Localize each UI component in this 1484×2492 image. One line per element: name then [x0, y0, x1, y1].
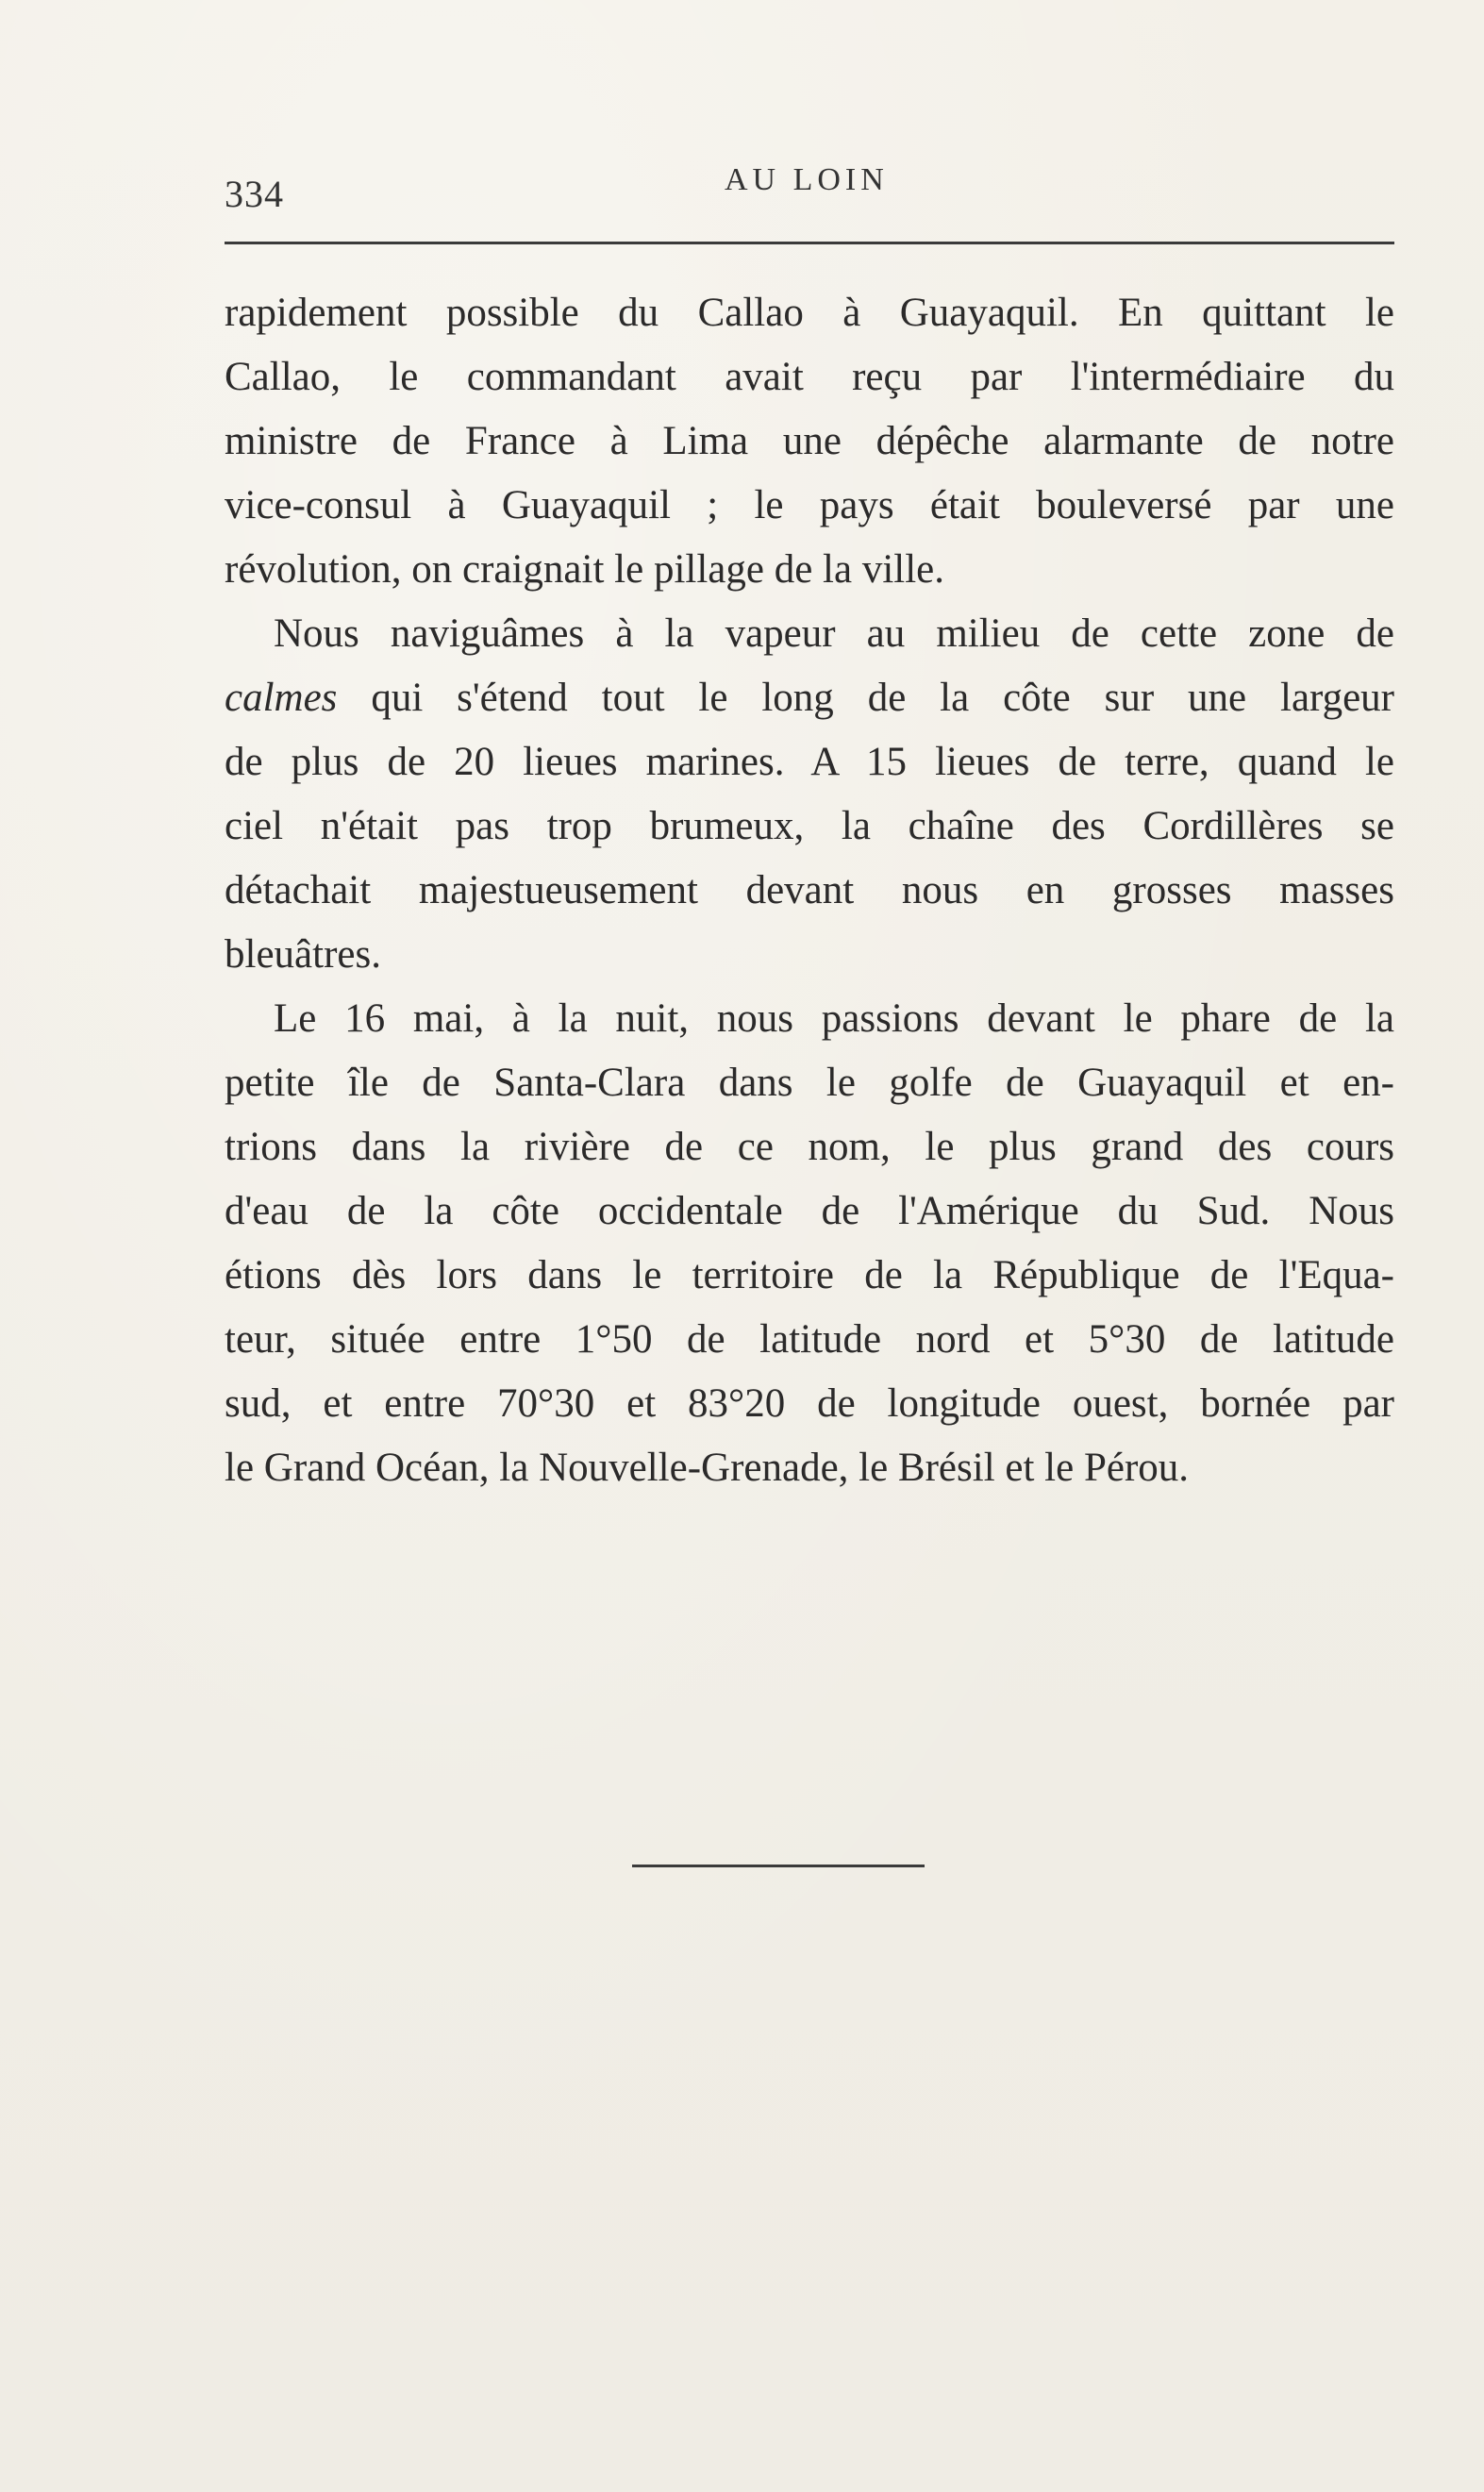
text-line: Le 16 mai, à la nuit, nous passions devant le phare de la — [274, 996, 1394, 1041]
body-text — [225, 281, 1394, 1500]
text-line-rest: qui s'étend tout le long de la côte sur une largeur — [371, 676, 1395, 720]
text-line: vice-consul à Guayaquil ; le pays était bouleversé par une — [225, 483, 1394, 527]
text-line: Nous naviguâmes à la vapeur au milieu de cette zone de — [274, 611, 1394, 656]
text-line-with-italic — [225, 666, 1394, 730]
text-line: Callao, le commandant avait reçu par l'intermédiaire du — [225, 355, 1394, 399]
text-line: révolution, on craignait le pillage de la ville. — [225, 547, 944, 592]
text-line: sud, et entre 70°30 et 83°20 de longitude ouest, bornée par — [225, 1381, 1394, 1426]
running-head — [225, 159, 1394, 215]
chapter-end-rule — [632, 1865, 925, 1867]
text-line: trions dans la rivière de ce nom, le plus grand des cours — [225, 1125, 1394, 1169]
text-line: d'eau de la côte occidentale de l'Amérique du Sud. Nous — [225, 1189, 1394, 1233]
text-line: de plus de 20 lieues marines. A 15 lieues de terre, quand le — [225, 740, 1394, 784]
text-line: petite île de Santa-Clara dans le golfe de Guayaquil et en- — [225, 1061, 1394, 1105]
page-number: 334 — [225, 173, 284, 215]
text-line: le Grand Océan, la Nouvelle-Grenade, le Brésil et le Pérou. — [225, 1446, 1190, 1490]
italic-word: calmes — [225, 676, 338, 720]
header-rule — [225, 242, 1394, 244]
text-line: bleuâtres. — [225, 932, 381, 977]
text-line: étions dès lors dans le territoire de la République de l'Equa- — [225, 1253, 1394, 1297]
running-title: AU LOIN — [725, 162, 889, 197]
text-line: détachait majestueusement devant nous en grosses masses — [225, 868, 1394, 912]
text-line: ministre de France à Lima une dépêche alarmante de notre — [225, 419, 1394, 463]
text-line: teur, située entre 1°50 de latitude nord et 5°30 de latitude — [225, 1317, 1394, 1362]
text-line: rapidement possible du Callao à Guayaquil. En quittant le — [225, 291, 1394, 335]
text-line: ciel n'était pas trop brumeux, la chaîne des Cordillères se — [225, 804, 1394, 848]
